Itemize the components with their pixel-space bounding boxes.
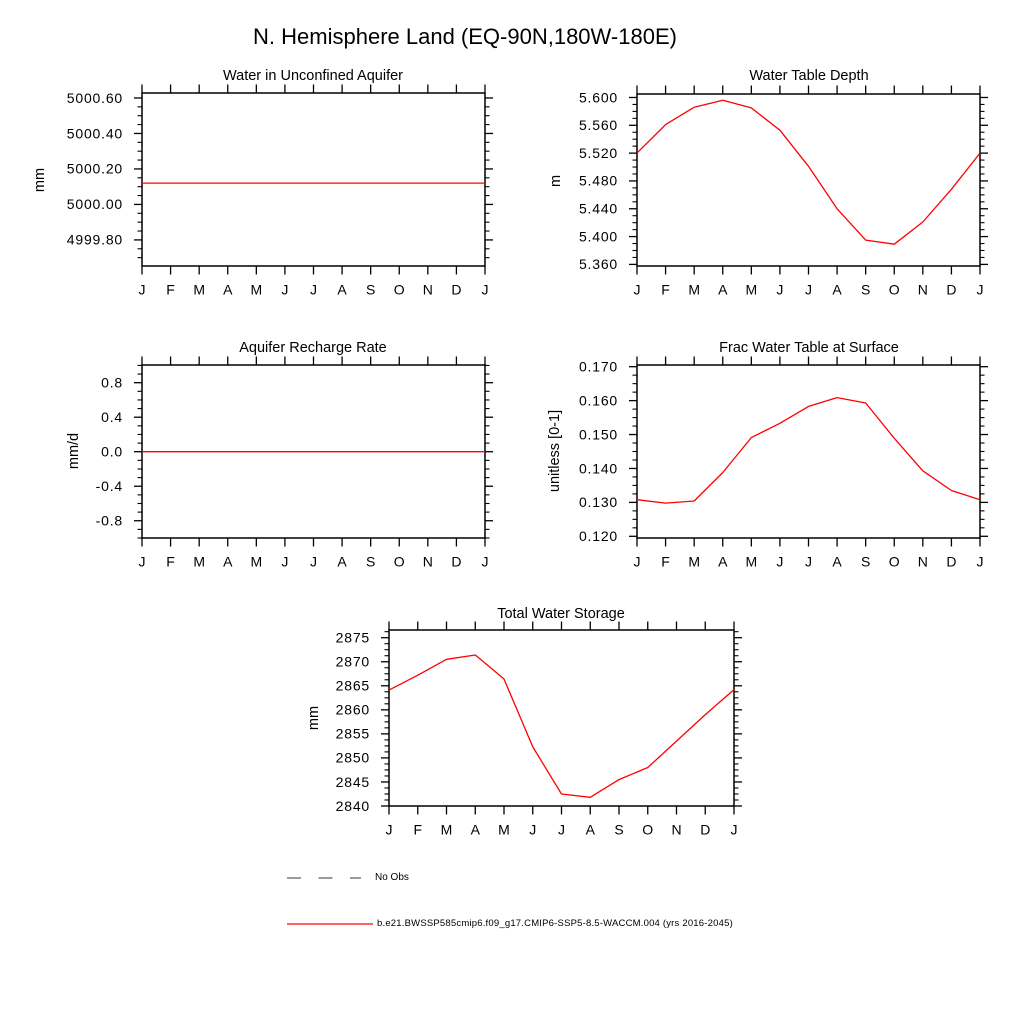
month-label: A bbox=[470, 821, 480, 838]
y-tick-label: 0.130 bbox=[578, 494, 618, 511]
month-label: J bbox=[730, 821, 738, 838]
y-tick-label: 0.120 bbox=[578, 528, 618, 545]
month-label: S bbox=[365, 281, 376, 298]
month-label: J bbox=[529, 821, 537, 838]
y-tick-label: 5.480 bbox=[578, 172, 618, 189]
y-tick-label: 0.4 bbox=[101, 409, 123, 426]
y-tick-label: -0.8 bbox=[95, 512, 123, 529]
month-label: J bbox=[310, 281, 317, 298]
legend bbox=[287, 878, 373, 924]
month-label: J bbox=[776, 553, 784, 570]
month-label: F bbox=[661, 281, 670, 298]
month-label: N bbox=[917, 553, 928, 570]
y-tick-label: 0.140 bbox=[578, 460, 618, 477]
y-tick-label: 2855 bbox=[335, 725, 370, 742]
legend-label-no-obs: No Obs bbox=[375, 872, 409, 883]
month-label: J bbox=[481, 281, 489, 298]
y-tick-label: 5.520 bbox=[578, 144, 618, 161]
month-label: A bbox=[718, 281, 728, 298]
month-label: S bbox=[365, 553, 376, 570]
y-tick-label: 2845 bbox=[335, 773, 370, 790]
chart-water-in-unconfined-aquifer bbox=[67, 85, 493, 298]
plot-frame bbox=[637, 365, 980, 538]
month-label: J bbox=[558, 821, 565, 838]
month-label: J bbox=[385, 821, 393, 838]
month-label: M bbox=[688, 281, 701, 298]
plot-frame bbox=[637, 94, 980, 266]
month-label: S bbox=[614, 821, 624, 838]
month-label: F bbox=[413, 821, 423, 838]
month-label: D bbox=[946, 553, 957, 570]
plot-frame bbox=[142, 93, 485, 266]
y-tick-label: 0.0 bbox=[101, 443, 123, 460]
month-label: J bbox=[633, 281, 641, 298]
month-label: O bbox=[393, 281, 405, 298]
chart-water-table-depth bbox=[579, 86, 988, 298]
y-tick-label: 2860 bbox=[335, 701, 370, 718]
month-label: A bbox=[832, 553, 842, 570]
y-axis-unit-mm: mm bbox=[32, 167, 48, 193]
month-label: A bbox=[223, 281, 233, 298]
series-line bbox=[637, 100, 980, 244]
month-label: M bbox=[498, 821, 510, 838]
month-label: A bbox=[832, 281, 842, 298]
y-axis-unit-mm-tws: mm bbox=[306, 705, 322, 731]
month-label: O bbox=[642, 821, 654, 838]
y-tick-label: 0.150 bbox=[578, 426, 618, 443]
series-line bbox=[389, 655, 734, 797]
month-label: J bbox=[310, 553, 317, 570]
y-tick-label: 5.440 bbox=[578, 200, 618, 217]
y-tick-label: 5000.40 bbox=[66, 125, 123, 142]
month-label: D bbox=[946, 281, 957, 298]
y-tick-label: 5.360 bbox=[578, 256, 618, 273]
y-tick-label: 2865 bbox=[335, 677, 370, 694]
month-label: J bbox=[805, 281, 812, 298]
y-tick-label: 0.8 bbox=[101, 374, 123, 391]
month-label: M bbox=[250, 281, 263, 298]
month-label: J bbox=[976, 553, 984, 570]
month-label: M bbox=[688, 553, 701, 570]
panel-title-water-unconfined: Water in Unconfined Aquifer bbox=[222, 68, 404, 84]
month-label: N bbox=[422, 553, 433, 570]
month-label: M bbox=[193, 553, 206, 570]
month-label: S bbox=[860, 553, 871, 570]
chart-total-water-storage bbox=[336, 622, 742, 838]
chart-frac-water-table-at-surface bbox=[579, 357, 988, 570]
month-label: F bbox=[661, 553, 670, 570]
month-label: J bbox=[481, 553, 489, 570]
y-tick-label: 4999.80 bbox=[66, 231, 123, 248]
month-label: N bbox=[671, 821, 682, 838]
month-label: D bbox=[451, 281, 462, 298]
y-tick-label: 5000.60 bbox=[66, 89, 123, 106]
y-tick-label: 0.160 bbox=[578, 392, 618, 409]
month-label: M bbox=[745, 281, 758, 298]
month-label: N bbox=[422, 281, 433, 298]
month-label: M bbox=[250, 553, 263, 570]
panel-title-recharge-rate: Aquifer Recharge Rate bbox=[239, 340, 387, 356]
y-tick-label: 5.400 bbox=[578, 228, 618, 245]
month-label: M bbox=[193, 281, 206, 298]
month-label: A bbox=[585, 821, 595, 838]
month-label: J bbox=[138, 553, 146, 570]
month-label: J bbox=[138, 281, 146, 298]
y-tick-label: 2840 bbox=[335, 797, 370, 814]
series-line bbox=[637, 398, 980, 504]
month-label: O bbox=[888, 553, 900, 570]
panel-title-total-water-storage: Total Water Storage bbox=[497, 606, 625, 622]
month-label: M bbox=[745, 553, 758, 570]
y-tick-label: 2850 bbox=[335, 749, 370, 766]
month-label: D bbox=[700, 821, 711, 838]
month-label: J bbox=[633, 553, 641, 570]
y-axis-unit-unitless: unitless [0-1] bbox=[547, 409, 563, 493]
panel-title-water-table-depth: Water Table Depth bbox=[749, 68, 869, 84]
month-label: M bbox=[440, 821, 453, 838]
y-tick-label: 5.560 bbox=[578, 117, 618, 134]
month-label: F bbox=[166, 281, 175, 298]
y-tick-label: 0.170 bbox=[578, 358, 618, 375]
plot-frame bbox=[389, 630, 734, 806]
legend-label-model-run: b.e21.BWSSP585cmip6.f09_g17.CMIP6-SSP5-8.5-WACCM.004 (yrs 2016-2045) bbox=[377, 918, 733, 929]
month-label: A bbox=[223, 553, 233, 570]
y-tick-label: 2875 bbox=[335, 629, 370, 646]
y-tick-label: 5000.20 bbox=[66, 160, 123, 177]
month-label: J bbox=[281, 281, 289, 298]
y-tick-label: 2870 bbox=[335, 653, 370, 670]
month-label: S bbox=[860, 281, 871, 298]
y-tick-label: 5000.00 bbox=[66, 196, 123, 213]
month-label: A bbox=[337, 281, 347, 298]
month-label: J bbox=[281, 553, 289, 570]
month-label: D bbox=[451, 553, 462, 570]
month-label: N bbox=[917, 281, 928, 298]
month-label: F bbox=[166, 553, 175, 570]
month-label: J bbox=[976, 281, 984, 298]
y-tick-label: 5.600 bbox=[578, 89, 618, 106]
panel-title-frac-water-table: Frac Water Table at Surface bbox=[719, 340, 899, 356]
figure-title: N. Hemisphere Land (EQ-90N,180W-180E) bbox=[253, 24, 677, 49]
y-axis-unit-m: m bbox=[548, 174, 564, 188]
month-label: J bbox=[805, 553, 812, 570]
month-label: J bbox=[776, 281, 784, 298]
month-label: A bbox=[337, 553, 347, 570]
chart-aquifer-recharge-rate bbox=[96, 357, 493, 570]
month-label: O bbox=[393, 553, 405, 570]
month-label: O bbox=[888, 281, 900, 298]
month-label: A bbox=[718, 553, 728, 570]
y-axis-unit-mmd: mm/d bbox=[66, 432, 82, 470]
y-tick-label: -0.4 bbox=[95, 478, 123, 495]
